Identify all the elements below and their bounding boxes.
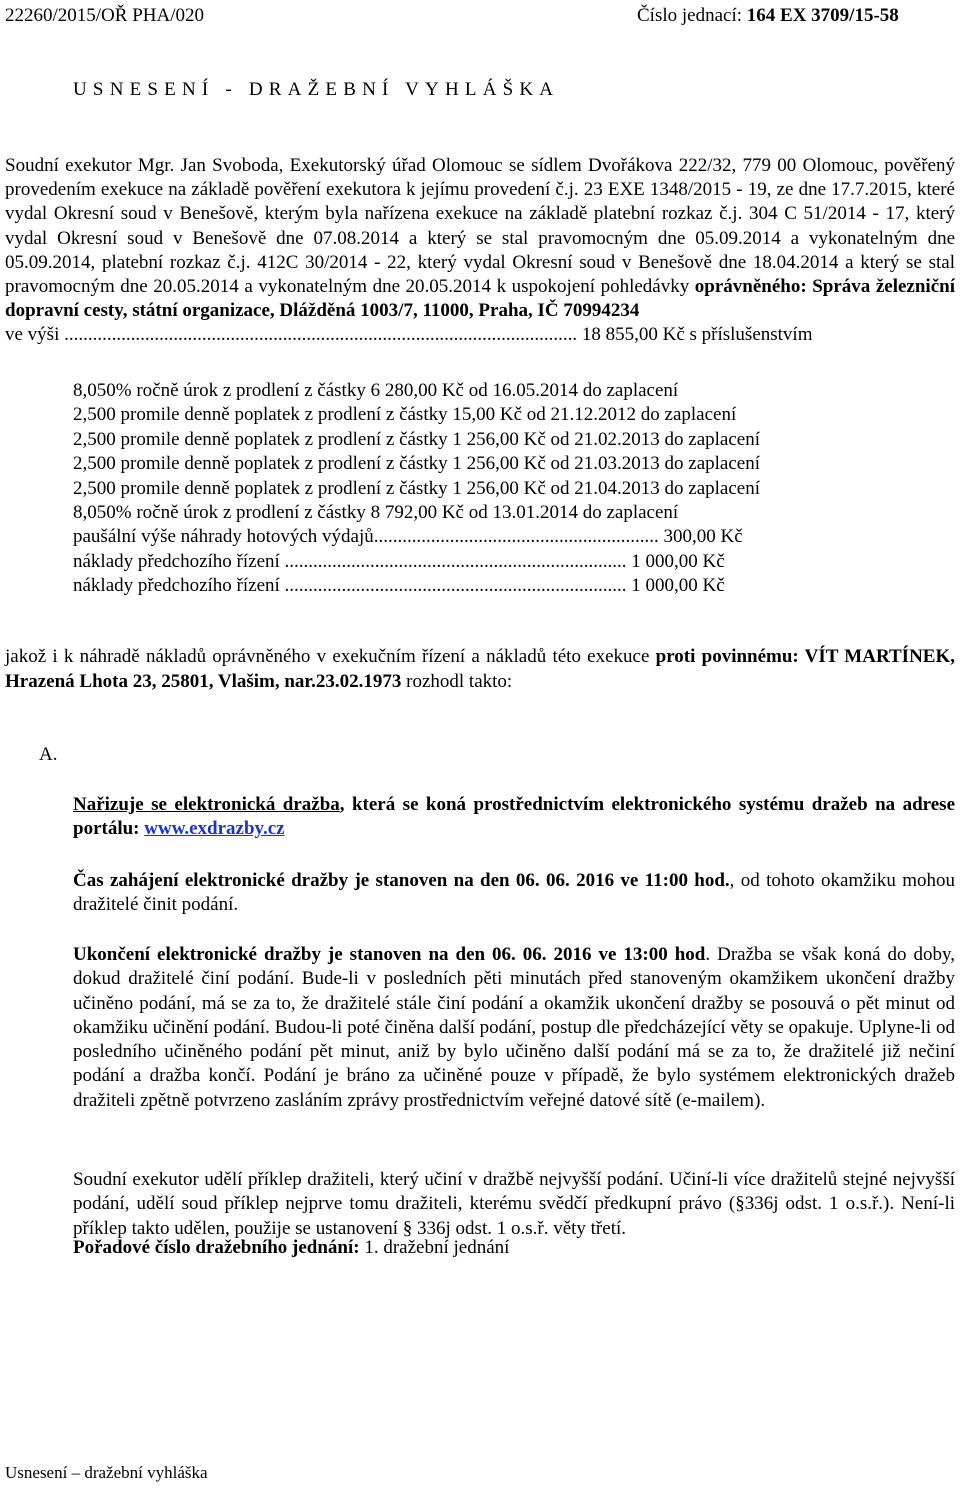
creditor-info: oprávněného: Správa železniční dopravní cesty, státní organizace, Dlážděná 1003/7, 11000, Praha, IČ 70994234 xyxy=(5,276,955,322)
auction-number-paragraph xyxy=(73,1236,955,1260)
reference-number xyxy=(637,4,899,28)
auction-number-label: Pořadové číslo dražebního jednání: xyxy=(73,1237,360,1258)
intro-text: Soudní exekutor Mgr. Jan Svoboda, Exekutorský úřad Olomouc se sídlem Dvořákova 222/32, 779 00 Olomouc, pověřený provedením exekuce na základě pověření exekutora k jejímu provedení č.j. 23 EXE 1348/2015 - 19, ze dne 17.7.2015, které vydal Okresní soud v Benešově, kterým byla nařízena exekuce na základě platební rozkaz č.j. 304 C 51/2014 - 17, který vydal Okresní soud v Benešově dne 07.08.2014 a který se stal pravomocným dne 05.09.2014 a vykonatelným dne 05.09.2014, platební rozkaz č.j. 412C 30/2014 - 22, který vydal Okresní soud v Benešově dne 18.04.2014 a který se stal pravomocným dne 20.05.2014 a vykonatelným dne 20.05.2014 k uspokojení pohledávky xyxy=(5,155,955,298)
auction-end-time: Ukončení elektronické dražby je stanoven na den 06. 06. 2016 ve 13:00 hod xyxy=(73,944,706,965)
section-a-label: A. xyxy=(39,744,58,765)
file-number: 22260/2015/OŘ PHA/020 xyxy=(5,5,204,26)
reference-label: Číslo jednací: xyxy=(637,5,743,26)
auction-order-heading: Nařizuje se elektronická dražba xyxy=(73,794,340,815)
reference-value: 164 EX 3709/15-58 xyxy=(746,5,899,26)
auction-order-text: , která se koná prostřednictvím elektronického systému dražeb na adrese portálu: xyxy=(73,794,956,840)
auction-end-text: . Dražba se však koná do doby, dokud dražitelé činí podání. Bude-li v posledních pěti minutách před stanoveným okamžikem ukončení dražby učiněno podání, má se za to, že dražitelé stále činí podání a okamžik ukončení dražby se posouvá o pět minut od okamžiku učinění podání. Budou-li poté činěna další podání, postup dle předcházející věty se opakuje. Uplyne-li od posledního učiněného podání pět minut, aniž by bylo učiněno další podání má se za to, že dražitelé již nečiní podání a dražba končí. Podání je bráno za učiněné pouze v případě, že bylo systémem elektronických dražeb dražiteli zpětně potvrzeno zasláním zprávy prostřednictvím veřejné datové sítě (e-mailem). xyxy=(73,944,955,1111)
debtor-info: proti povinnému: VÍT MARTÍNEK, Hrazená Lhota 23, 25801, Vlašim, nar.23.02.1973 xyxy=(5,646,956,692)
hammer-paragraph: Soudní exekutor udělí příklep dražiteli, který učiní v dražbě nejvyšší podání. Učiní-li více dražitelů stejné nejvyšší podání, udělí soud příklep nejprve tomu dražiteli, kterému svědčí předkupní právo (§336j odst. 1 o.s.ř.). Není-li příklep takto udělen, použije se ustanovení § 336j odst. 1 o.s.ř. věty třetí. xyxy=(73,1169,955,1239)
claim-item: 2,500 promile denně poplatek z prodlení z částky 1 256,00 Kč od 21.02.2013 do zaplacení xyxy=(73,428,760,450)
costs-paragraph xyxy=(5,645,955,694)
claim-item: 8,050% ročně úrok z prodlení z částky 8 792,00 Kč od 13.01.2014 do zaplacení xyxy=(73,502,679,524)
claim-amount: ve výši ............................................................................................................ 18 855,00 Kč s příslušenstvím xyxy=(5,324,813,346)
claim-item: paušální výše náhrady hotových výdajů............................................................ 300,00 Kč xyxy=(73,526,743,548)
costs-tail: rozhodl takto: xyxy=(401,670,513,692)
portal-link[interactable]: www.exdrazby.cz xyxy=(144,818,285,840)
page-footer: Usnesení – dražební vyhláška xyxy=(5,1463,208,1482)
claim-item: 8,050% ročně úrok z prodlení z částky 6 280,00 Kč od 16.05.2014 do zaplacení xyxy=(73,380,679,401)
auction-number-value: 1. dražební jednání xyxy=(359,1237,510,1258)
document-title: USNESENÍ - DRAŽEBNÍ VYHLÁŠKA xyxy=(73,79,560,100)
claim-item: 2,500 promile denně poplatek z prodlení z částky 1 256,00 Kč od 21.03.2013 do zaplacení xyxy=(73,453,760,475)
auction-order-paragraph xyxy=(73,793,955,842)
claims-list xyxy=(73,379,953,599)
auction-start-time: Čas zahájení elektronické dražby je stanoven na den 06. 06. 2016 ve 11:00 hod. xyxy=(73,870,730,891)
claim-item: náklady předchozího řízení ........................................................................ 1 000,00 Kč xyxy=(73,550,725,572)
auction-start-paragraph xyxy=(73,869,955,918)
costs-text: jakož i k náhradě nákladů oprávněného v exekučním řízení a nákladů této exekuce xyxy=(5,646,656,667)
auction-end-paragraph xyxy=(73,943,955,1113)
claim-item: náklady předchozího řízení ........................................................................ 1 000,00 Kč xyxy=(73,575,725,597)
auction-start-text: , od tohoto okamžiku mohou dražitelé činit podání. xyxy=(73,870,955,916)
claim-item: 2,500 promile denně poplatek z prodlení z částky 15,00 Kč od 21.12.2012 do zaplacení xyxy=(73,404,737,426)
intro-paragraph xyxy=(5,154,955,348)
claim-item: 2,500 promile denně poplatek z prodlení z částky 1 256,00 Kč od 21.04.2013 do zaplacení xyxy=(73,477,760,499)
